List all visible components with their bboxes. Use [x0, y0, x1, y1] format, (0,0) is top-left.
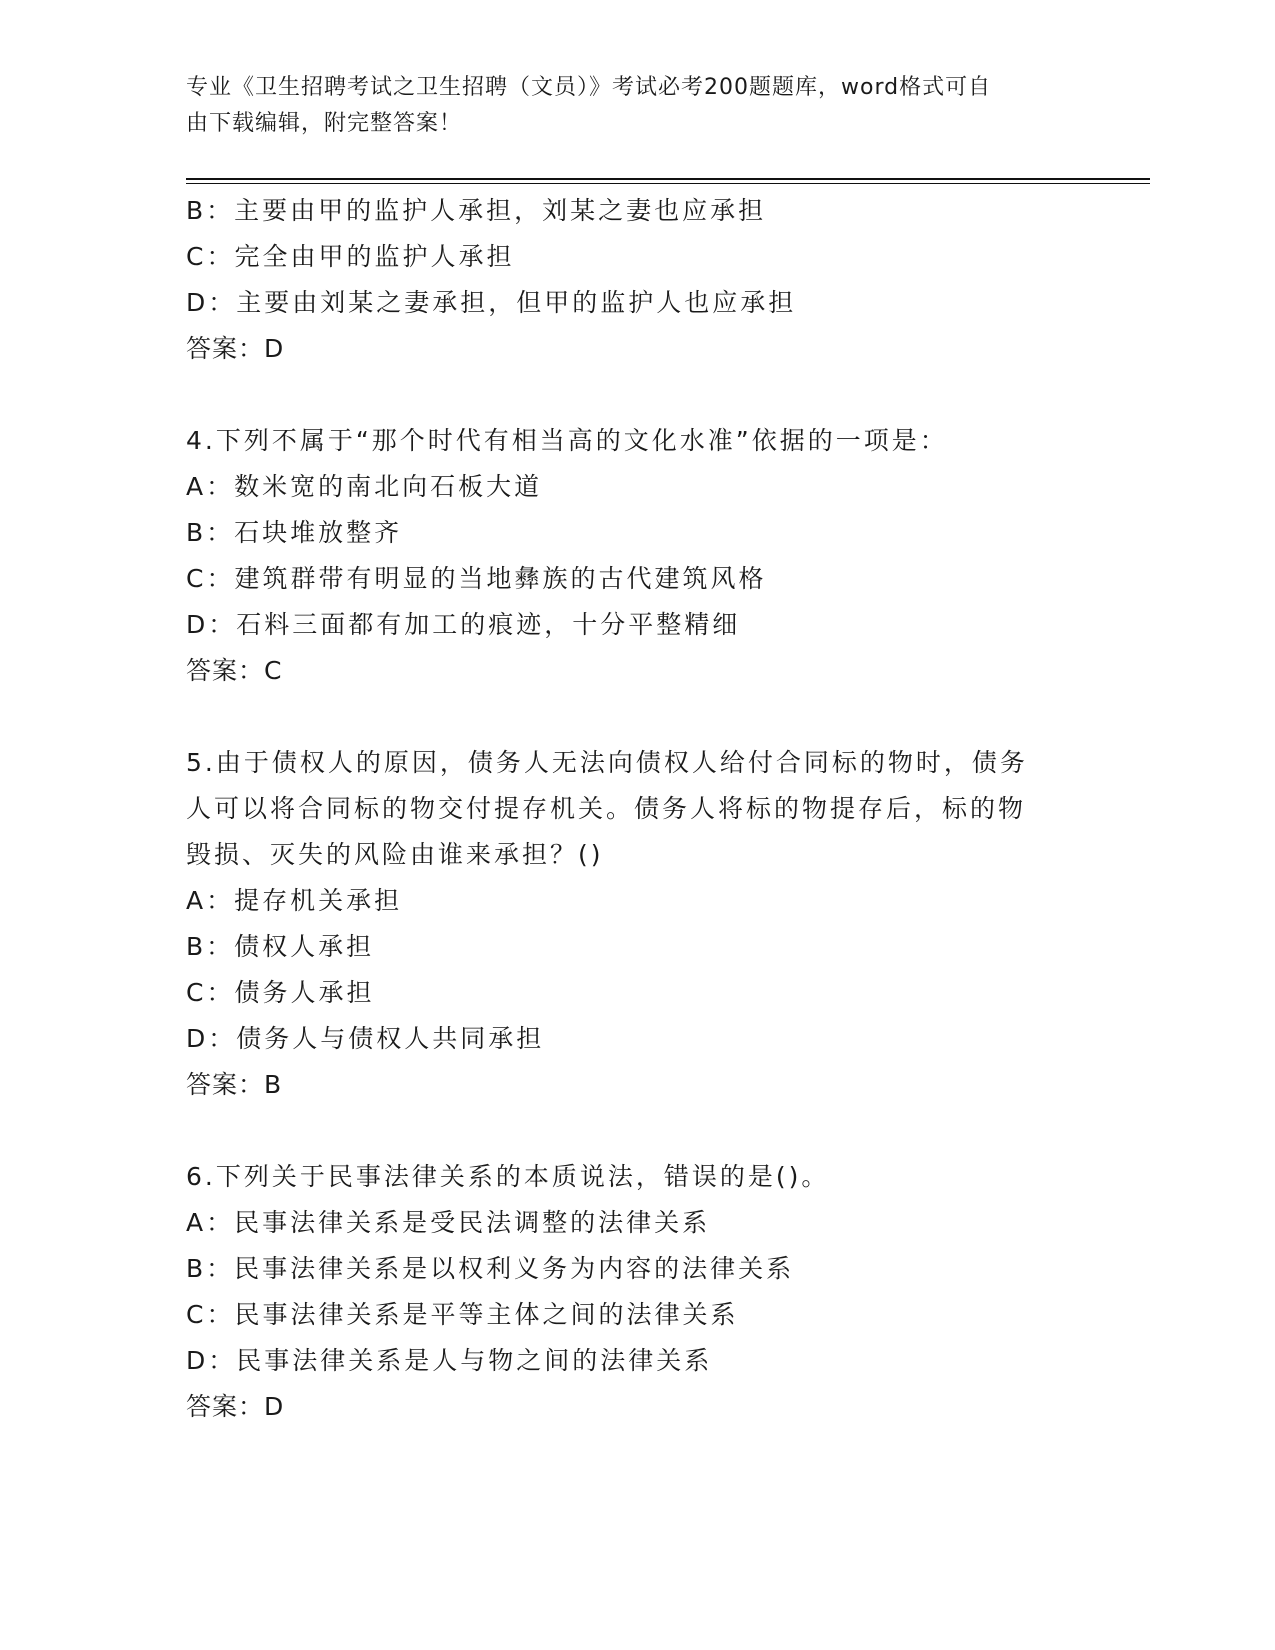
header-divider-thin [186, 183, 1150, 184]
header-divider [186, 178, 1150, 180]
answer: 答案：B [186, 1070, 283, 1099]
option-a: A：民事法律关系是受民法调整的法律关系 [186, 1208, 711, 1237]
question-stem: 6.下列关于民事法律关系的本质说法，错误的是()。 [186, 1162, 830, 1191]
spacer [186, 694, 1066, 740]
option-b: B：债权人承担 [186, 932, 375, 961]
option-c: C：建筑群带有明显的当地彝族的古代建筑风格 [186, 564, 767, 593]
option-b: B：石块堆放整齐 [186, 518, 403, 547]
question-stem-line-3: 毁损、灭失的风险由谁来承担？() [186, 840, 604, 869]
spacer [186, 372, 1066, 418]
option-c: C：完全由甲的监护人承担 [186, 242, 515, 271]
question-list [186, 188, 1066, 1430]
question-5 [186, 740, 1066, 1108]
option-a: A：数米宽的南北向石板大道 [186, 472, 543, 501]
option-d: D：主要由刘某之妻承担，但甲的监护人也应承担 [186, 288, 797, 317]
header-line-2: 由下载编辑，附完整答案！ [186, 111, 463, 136]
answer: 答案：C [186, 656, 283, 685]
question-stem-line-2: 人可以将合同标的物交付提存机关。债务人将标的物提存后，标的物 [186, 794, 1027, 823]
option-d: D：债务人与债权人共同承担 [186, 1024, 545, 1053]
page-header [186, 70, 1066, 142]
question-stem-line-1: 5.由于债权人的原因，债务人无法向债权人给付合同标的物时，债务 [186, 748, 1028, 777]
option-d: D：民事法律关系是人与物之间的法律关系 [186, 1346, 713, 1375]
question-6 [186, 1154, 1066, 1430]
option-c: C：债务人承担 [186, 978, 375, 1007]
question-3-continued [186, 188, 1066, 372]
question-stem: 4.下列不属于“那个时代有相当高的文化水准”依据的一项是： [186, 426, 948, 455]
spacer [186, 1108, 1066, 1154]
question-4 [186, 418, 1066, 694]
option-a: A：提存机关承担 [186, 886, 403, 915]
option-c: C：民事法律关系是平等主体之间的法律关系 [186, 1300, 739, 1329]
answer: 答案：D [186, 1392, 285, 1421]
option-b: B：主要由甲的监护人承担，刘某之妻也应承担 [186, 196, 767, 225]
option-b: B：民事法律关系是以权利义务为内容的法律关系 [186, 1254, 795, 1283]
answer: 答案：D [186, 334, 285, 363]
option-d: D：石料三面都有加工的痕迹，十分平整精细 [186, 610, 741, 639]
header-line-1: 专业《卫生招聘考试之卫生招聘（文员）》考试必考200题题库，word格式可自 [186, 75, 992, 100]
